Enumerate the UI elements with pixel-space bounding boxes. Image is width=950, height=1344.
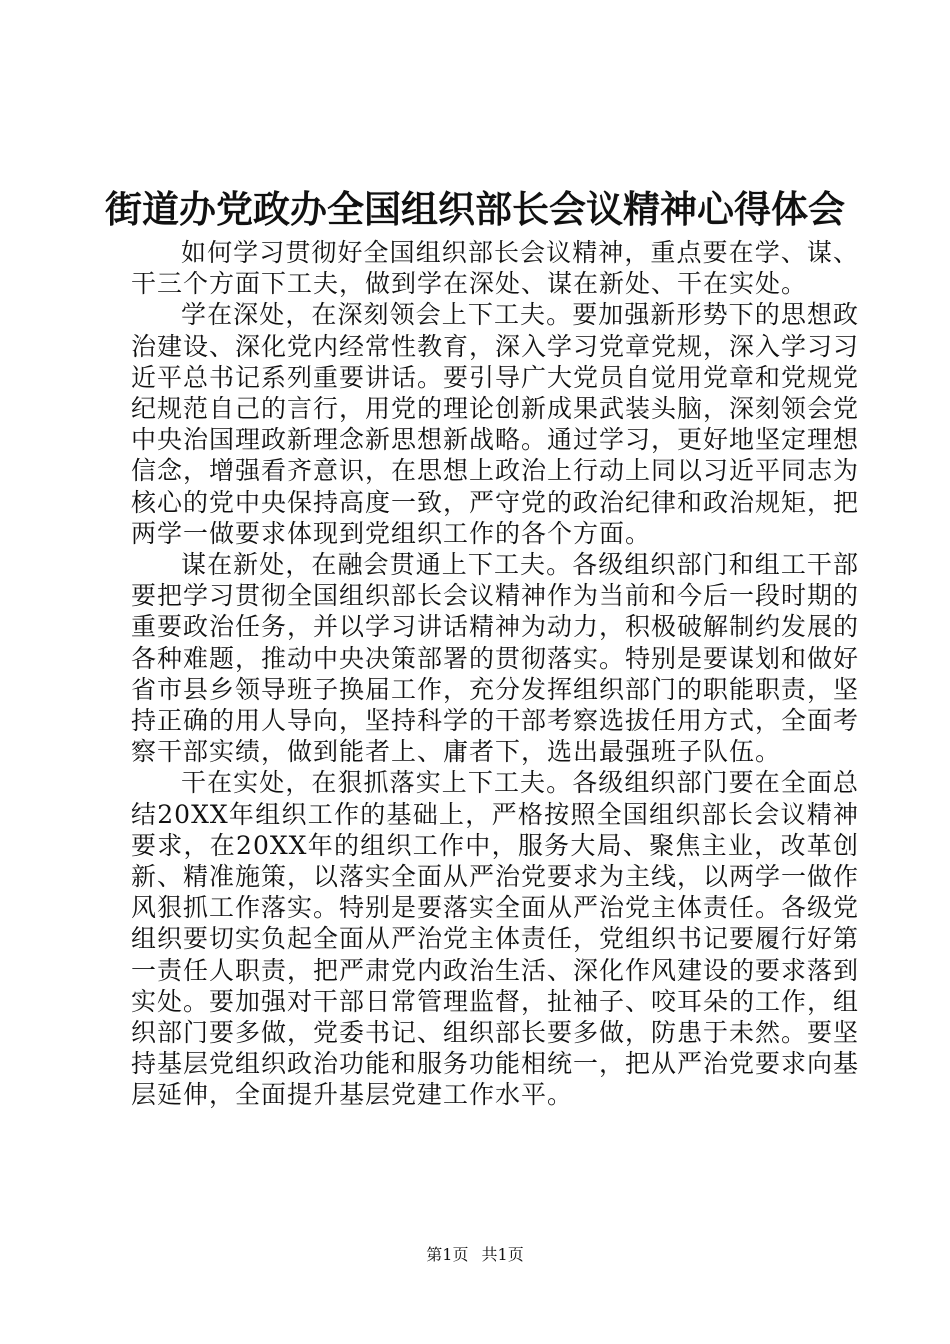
paragraph-implement: 干在实处，在狠抓落实上下工夫。各级组织部门要在全面总结20XX年组织工作的基础上，严格按照全国组织部长会议精神要求，在20XX年的组织工作中，服务大局、聚焦主业，改革创新、精准施策，以落实全面从严治党要求为主线，以两学一做作风狠抓工作落实。特别是要落实全面从严治党主体责任。各级党组织要切实负起全面从严治党主体责任，党组织书记要履行好第一责任人职责，把严肃党内政治生活、深化作风建设的要求落到实处。要加强对干部日常管理监督，扯袖子、咬耳朵的工作，组织部门要多做，党委书记、组织部长要多做，防患于未然。要坚持基层党组织政治功能和服务功能相统一，把从严治党要求向基层延伸，全面提升基层党建工作水平。 (131, 768, 860, 1110)
page-footer (0, 1243, 950, 1267)
paragraph-plan: 谋在新处，在融会贯通上下工夫。各级组织部门和组工干部要把学习贯彻全国组织部长会议精神作为当前和今后一段时期的重要政治任务，并以学习讲话精神为动力，积极破解制约发展的各种难题，推动中央决策部署的贯彻落实。特别是要谋划和做好省市县乡领导班子换届工作，充分发挥组织部门的职能职责，坚持正确的用人导向，坚持科学的干部考察选拔任用方式，全面考察干部实绩，做到能者上、庸者下，选出最强班子队伍。 (131, 550, 860, 767)
page-total: 共1页 (481, 1245, 524, 1264)
page-number: 第1页 (426, 1245, 469, 1264)
paragraph-intro: 如何学习贯彻好全国组织部长会议精神，重点要在学、谋、干三个方面下工夫，做到学在深处、谋在新处、干在实处。 (131, 238, 859, 299)
document-title: 街道办党政办全国组织部长会议精神心得体会 (105, 187, 845, 231)
paragraph-study: 学在深处，在深刻领会上下工夫。要加强新形势下的思想政治建设、深化党内经常性教育，深入学习党章党规，深入学习习近平总书记系列重要讲话。要引导广大党员自觉用党章和党规党纪规范自己的言行，用党的理论创新成果武装头脑，深刻领会党中央治国理政新理念新思想新战略。通过学习，更好地坚定理想信念，增强看齐意识，在思想上政治上行动上同以习近平同志为核心的党中央保持高度一致，严守党的政治纪律和政治规矩，把两学一做要求体现到党组织工作的各个方面。 (131, 300, 860, 548)
document-body (131, 237, 859, 1111)
